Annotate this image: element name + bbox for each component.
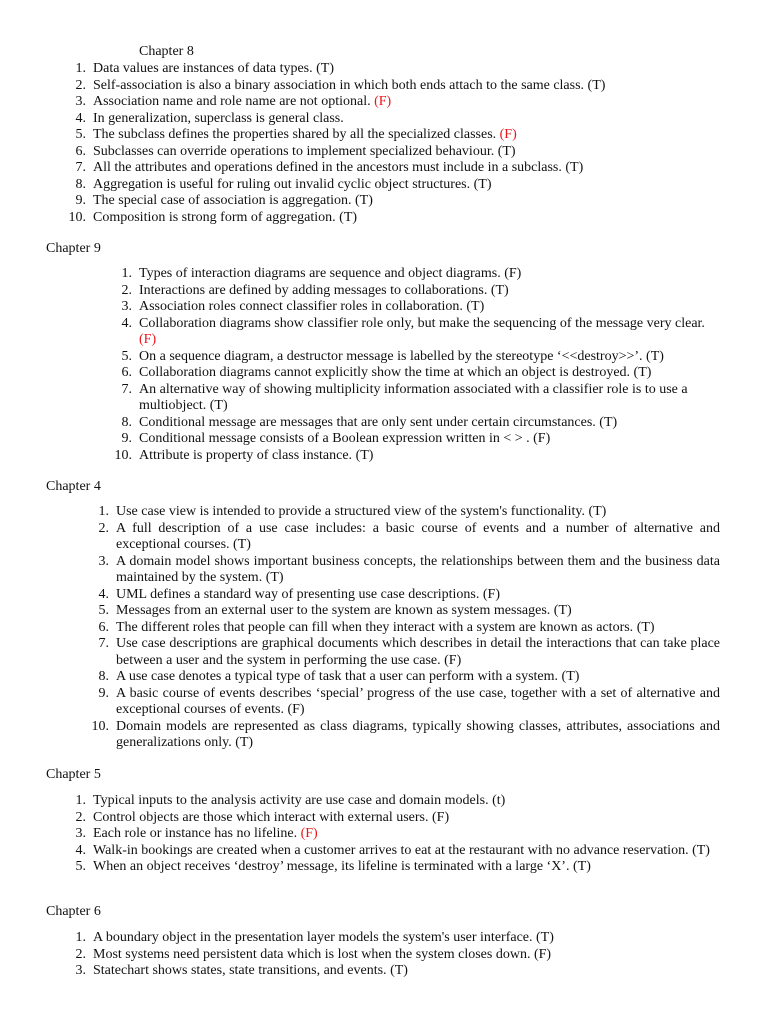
question-item <box>68 193 728 210</box>
question-item <box>114 431 720 448</box>
chapter-6-section <box>68 930 720 980</box>
question-item <box>91 686 720 719</box>
question-text: A domain model shows important business concepts, the relationships between them and the business data maintained by the system. <box>116 553 720 585</box>
answer-mark: (T) <box>233 537 251 552</box>
question-number: 2. <box>75 809 86 825</box>
answer-mark: (F) <box>444 652 462 668</box>
question-text: The special case of association is aggregation. <box>93 193 352 208</box>
question-item <box>68 810 720 827</box>
question-item <box>68 859 720 876</box>
question-item <box>68 843 720 860</box>
answer-mark: (T) <box>599 414 618 430</box>
question-number: 4. <box>98 586 109 602</box>
question-text: Aggregation is useful for ruling out invalid cyclic object structures. <box>93 176 471 192</box>
question-item <box>91 521 720 554</box>
question-item <box>114 349 720 366</box>
question-number: 6. <box>75 143 86 159</box>
question-text: A full description of a use case includes: a basic course of events and a number of alternative and exceptional courses. <box>116 520 720 552</box>
question-number: 3. <box>75 963 86 978</box>
answer-mark: (T) <box>355 447 374 463</box>
chapter-8-heading: Chapter 8 <box>139 44 194 59</box>
answer-mark: (F) <box>300 826 318 841</box>
question-item <box>91 554 720 587</box>
question-item <box>68 930 720 947</box>
answer-mark: (T) <box>339 209 358 225</box>
question-number: 1. <box>98 504 109 519</box>
question-text: A basic course of events describes ‘special’ progress of the use case, together with a set of alternative and exceptional courses of events. <box>116 685 720 717</box>
question-item <box>91 504 720 521</box>
question-item <box>114 382 720 415</box>
chapter-9-section <box>114 266 720 464</box>
question-item <box>68 127 728 144</box>
question-text: Attribute is property of class instance. <box>139 447 353 463</box>
answer-mark: (T) <box>646 348 664 364</box>
question-number: 1. <box>75 793 86 808</box>
question-number: 5. <box>75 859 86 874</box>
answer-mark: (F) <box>482 586 500 602</box>
answer-mark: (T) <box>466 299 485 314</box>
question-item <box>68 947 720 964</box>
question-number: 7. <box>121 381 132 397</box>
answer-mark: (T) <box>633 365 652 380</box>
answer-mark: (T) <box>473 176 492 192</box>
question-number: 2. <box>121 282 132 298</box>
question-item <box>68 177 728 194</box>
answer-mark: (T) <box>390 963 408 978</box>
question-text: Self-association is also a binary association in which both ends attach to the same class. <box>93 77 585 93</box>
answer-mark: (T) <box>265 570 284 585</box>
question-number: 9. <box>98 685 109 701</box>
answer-mark: (F) <box>533 946 552 962</box>
question-item <box>68 78 728 95</box>
question-item <box>91 603 720 620</box>
question-number: 7. <box>75 160 86 175</box>
question-text: Subclasses can override operations to implement specialized behaviour. <box>93 143 495 159</box>
question-number: 6. <box>121 365 132 380</box>
answer-mark: (F) <box>287 702 305 717</box>
answer-mark: (T) <box>692 842 710 858</box>
question-text: On a sequence diagram, a destructor message is labelled by the stereotype ‘<<destroy>>’. <box>139 348 643 364</box>
chapter-4-question-list <box>91 504 720 752</box>
question-text: Walk-in bookings are created when a customer arrives to eat at the restaurant with no advance reservation. <box>93 842 689 858</box>
question-text: An alternative way of showing multiplicity information associated with a classifier role is to use a multiobject. <box>139 381 688 413</box>
question-number: 2. <box>98 520 109 536</box>
question-item <box>114 448 720 465</box>
answer-mark: (T) <box>587 77 606 93</box>
chapter-6-question-list <box>68 930 720 980</box>
answer-mark: (T) <box>497 143 516 159</box>
question-item <box>114 266 720 283</box>
question-text: Domain models are represented as class diagrams, typically showing classes, attributes, associations and generalizations only. <box>116 718 720 750</box>
question-text: Interactions are defined by adding messages to collaborations. <box>139 282 488 298</box>
chapter-4-heading: Chapter 4 <box>46 479 101 494</box>
question-text: Collaboration diagrams show classifier role only, but make the sequencing of the message very clear. <box>139 315 705 331</box>
chapter-5-question-list <box>68 793 720 876</box>
question-number: 5. <box>98 603 109 618</box>
answer-mark: (F) <box>504 266 522 281</box>
answer-mark: (T) <box>235 735 254 750</box>
question-text: Association name and role name are not optional. <box>93 94 371 109</box>
question-text: Types of interaction diagrams are sequence and object diagrams. <box>139 266 501 281</box>
answer-mark: (T) <box>536 930 554 945</box>
question-text: Statechart shows states, state transitions, and events. <box>93 963 387 978</box>
answer-mark: (F) <box>374 94 392 109</box>
chapter-8-section <box>68 61 728 226</box>
question-item <box>114 283 720 300</box>
answer-mark: (T) <box>572 859 591 874</box>
chapter-6-heading: Chapter 6 <box>46 904 101 919</box>
question-text: When an object receives ‘destroy’ message, its lifeline is terminated with a large ‘X’. <box>93 859 570 874</box>
question-text: Messages from an external user to the system are known as system messages. <box>116 603 551 618</box>
chapter-5-section <box>68 793 720 876</box>
question-item <box>68 144 728 161</box>
question-number: 9. <box>121 431 132 446</box>
answer-mark: (T) <box>490 282 509 298</box>
question-number: 7. <box>98 636 109 651</box>
answer-mark: (T) <box>355 193 373 208</box>
question-number: 1. <box>121 266 132 281</box>
question-text: The different roles that people can fill when they interact with a system are known as actors. <box>116 619 634 635</box>
question-text: Data values are instances of data types. <box>93 61 313 76</box>
answer-mark: (T) <box>561 669 580 684</box>
chapter-5-heading: Chapter 5 <box>46 767 101 782</box>
question-item <box>68 793 720 810</box>
question-item <box>68 963 720 980</box>
question-item <box>68 111 728 128</box>
question-text: UML defines a standard way of presenting use case descriptions. <box>116 586 480 602</box>
chapter-9-question-list <box>114 266 720 464</box>
question-text: The subclass defines the properties shared by all the specialized classes. <box>93 127 497 142</box>
question-text: Use case view is intended to provide a structured view of the system's functionality. <box>116 504 585 519</box>
question-item <box>114 299 720 316</box>
question-item <box>91 636 720 669</box>
question-number: 8. <box>75 176 86 192</box>
question-text: A boundary object in the presentation layer models the system's user interface. <box>93 930 533 945</box>
answer-mark: (T) <box>588 504 607 519</box>
answer-mark: (t) <box>492 793 506 808</box>
answer-mark: (F) <box>533 431 551 446</box>
question-text: Conditional message consists of a Boolean expression written in < > . <box>139 431 530 446</box>
answer-mark: (T) <box>209 398 228 413</box>
question-number: 4. <box>75 842 86 858</box>
question-number: 4. <box>121 315 132 331</box>
question-number: 2. <box>75 946 86 962</box>
question-number: 3. <box>75 826 86 841</box>
question-number: 3. <box>75 94 86 109</box>
question-number: 3. <box>121 299 132 314</box>
question-text: Collaboration diagrams cannot explicitly show the time at which an object is destroyed. <box>139 365 631 380</box>
answer-mark: (T) <box>553 603 572 618</box>
question-number: 1. <box>75 930 86 945</box>
question-number: 10. <box>114 447 132 463</box>
question-number: 10. <box>68 209 86 225</box>
question-number: 8. <box>121 414 132 430</box>
question-number: 4. <box>75 110 86 126</box>
question-number: 3. <box>98 553 109 569</box>
answer-mark: (F) <box>139 332 157 347</box>
answer-mark: (T) <box>636 619 655 635</box>
question-item <box>68 94 728 111</box>
question-number: 5. <box>75 127 86 142</box>
question-number: 9. <box>75 193 86 208</box>
question-item <box>91 587 720 604</box>
question-text: Control objects are those which interact with external users. <box>93 809 429 825</box>
question-item <box>91 620 720 637</box>
answer-mark: (F) <box>432 809 450 825</box>
question-text: In generalization, superclass is general class. <box>93 110 344 126</box>
answer-mark: (T) <box>316 61 335 76</box>
question-text: A use case denotes a typical type of task that a user can perform with a system. <box>116 669 559 684</box>
question-text: All the attributes and operations defined in the ancestors must include in a subclass. <box>93 160 562 175</box>
question-number: 10. <box>91 718 109 734</box>
chapter-9-heading: Chapter 9 <box>46 241 101 256</box>
question-item <box>91 719 720 752</box>
question-number: 8. <box>98 669 109 684</box>
question-item <box>68 61 728 78</box>
question-number: 5. <box>121 348 132 364</box>
question-item <box>68 160 728 177</box>
question-text: Most systems need persistent data which is lost when the system closes down. <box>93 946 531 962</box>
question-text: Composition is strong form of aggregation. <box>93 209 336 225</box>
question-item <box>91 669 720 686</box>
question-item <box>68 826 720 843</box>
question-number: 2. <box>75 77 86 93</box>
question-number: 6. <box>98 619 109 635</box>
question-text: Conditional message are messages that are only sent under certain circumstances. <box>139 414 596 430</box>
question-item <box>114 316 720 349</box>
question-text: Association roles connect classifier roles in collaboration. <box>139 299 463 314</box>
question-text: Each role or instance has no lifeline. <box>93 826 298 841</box>
question-item <box>114 415 720 432</box>
question-text: Use case descriptions are graphical documents which describes in detail the interactions that can take place between a user and the system in performing the use case. <box>116 636 720 668</box>
chapter-4-section <box>91 504 720 752</box>
question-number: 1. <box>75 61 86 76</box>
question-item <box>114 365 720 382</box>
question-text: Typical inputs to the analysis activity are use case and domain models. <box>93 793 489 808</box>
answer-mark: (T) <box>565 160 584 175</box>
chapter-8-question-list <box>68 61 728 226</box>
answer-mark: (F) <box>499 127 517 142</box>
question-item <box>68 210 728 227</box>
